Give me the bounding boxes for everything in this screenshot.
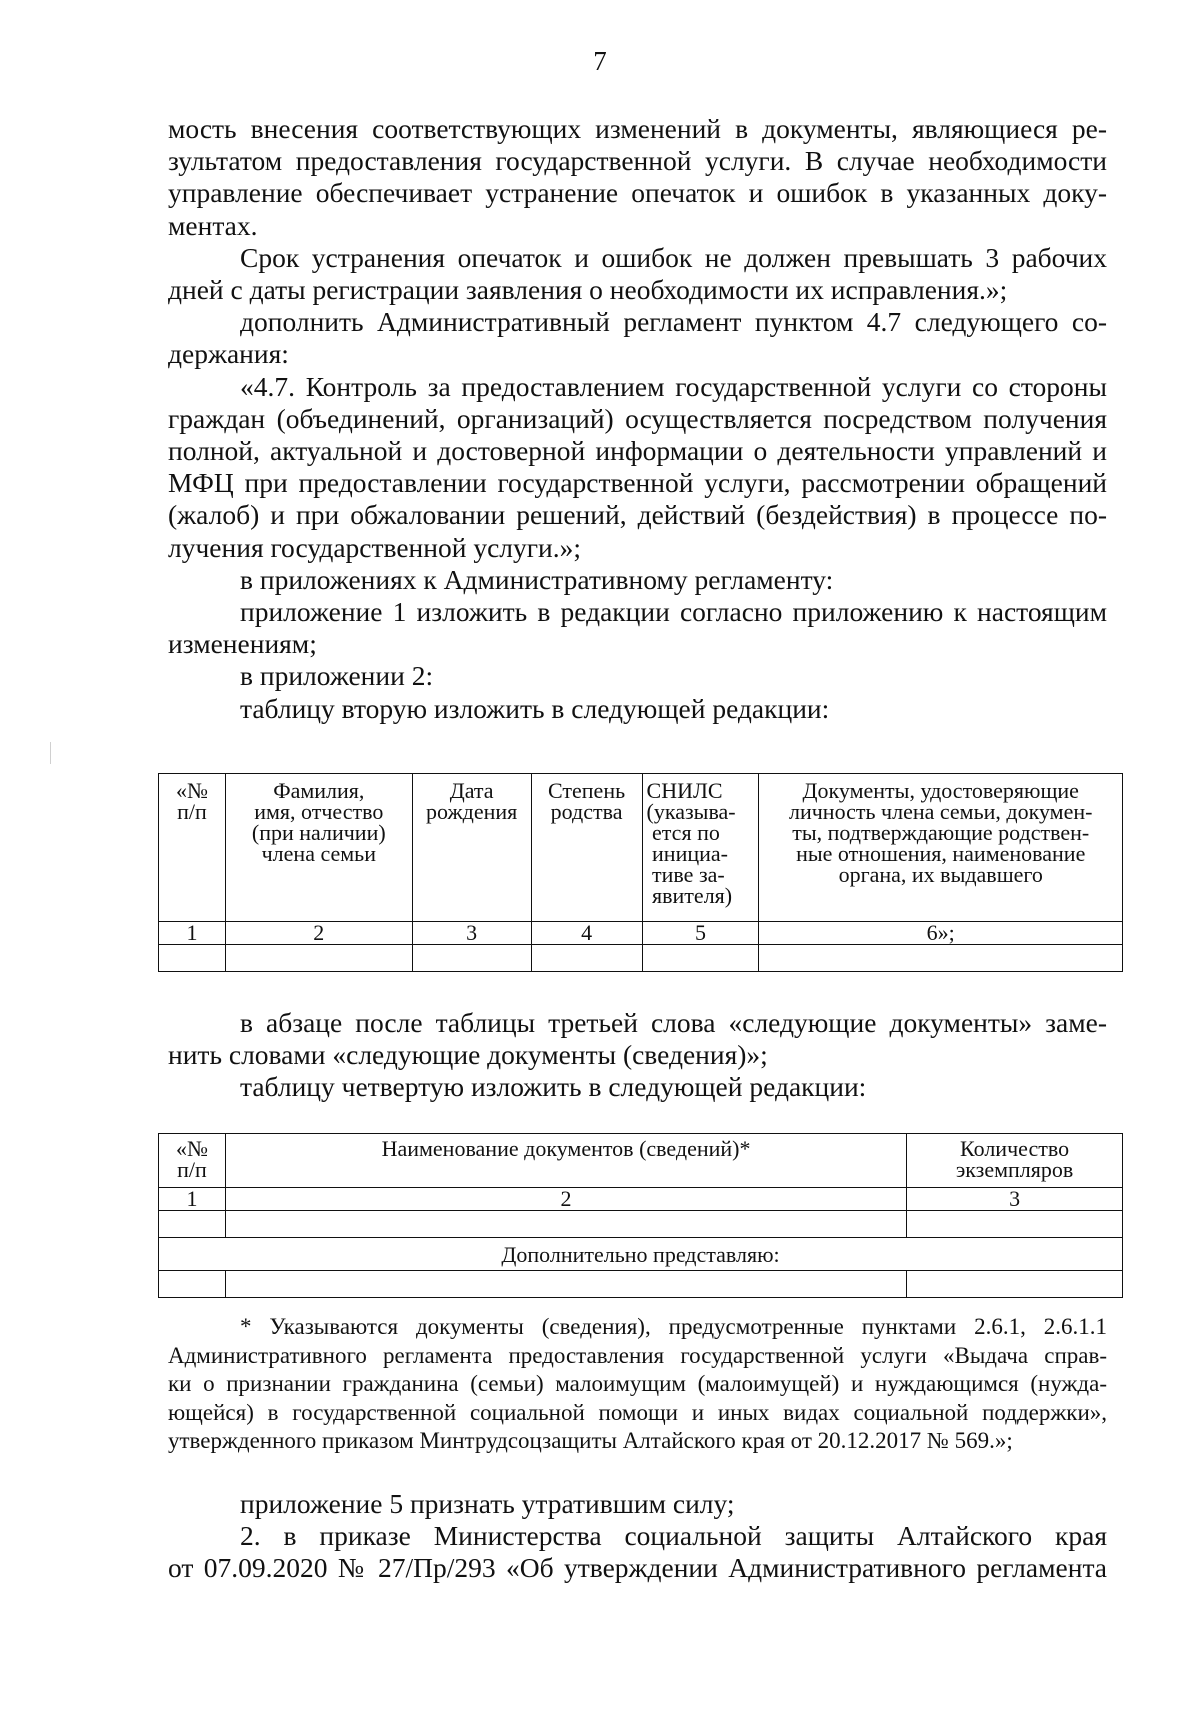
text-line: изменениям; bbox=[168, 628, 317, 660]
text-line: дополнить Административный регламент пунктом 4.7 следующего со- bbox=[240, 306, 1107, 338]
header-cell-birth-date: Дата рождения bbox=[412, 774, 531, 922]
column-number: 2 bbox=[225, 1188, 906, 1211]
empty-cell bbox=[225, 945, 412, 972]
column-number: 3 bbox=[907, 1188, 1123, 1211]
empty-cell bbox=[225, 1271, 906, 1298]
table-header-row bbox=[159, 1134, 1123, 1188]
body-text-bottom bbox=[168, 1488, 1107, 1585]
paragraph-annex-intro bbox=[168, 564, 1107, 596]
table-empty-row bbox=[159, 1211, 1123, 1238]
empty-cell bbox=[159, 1271, 226, 1298]
footnote-line: Административного регламента предоставления государственной услуги «Выдача справ- bbox=[168, 1342, 1107, 1368]
header-cell-documents: Документы, удостоверяющие личность члена семьи, докумен- ты, подтверждающие родствен- ные отношения, наименование органа, их выдавшего bbox=[759, 774, 1123, 922]
paragraph-annex-5 bbox=[168, 1488, 1107, 1520]
text-line: дней с даты регистрации заявления о необходимости их исправления.»; bbox=[168, 274, 1008, 306]
header-cell-number: «№ п/п bbox=[159, 774, 226, 922]
text-line: приложение 5 признать утратившим силу; bbox=[240, 1488, 735, 1519]
header-cell-relation: Степень родства bbox=[531, 774, 642, 922]
table-number-row bbox=[159, 1188, 1123, 1211]
table-second bbox=[158, 773, 1123, 972]
paragraph-table2-intro bbox=[168, 693, 1107, 725]
empty-cell bbox=[412, 945, 531, 972]
paragraph-item-2 bbox=[168, 1520, 1107, 1584]
scan-edge-mark bbox=[50, 742, 51, 764]
table-header-row bbox=[159, 774, 1123, 922]
header-cell-copies: Количество экземпляров bbox=[907, 1134, 1123, 1188]
column-number: 4 bbox=[531, 922, 642, 945]
empty-cell bbox=[159, 945, 226, 972]
additional-cell: Дополнительно представляю: bbox=[159, 1238, 1123, 1271]
empty-cell bbox=[759, 945, 1123, 972]
body-text-middle bbox=[168, 1007, 1107, 1104]
empty-cell bbox=[642, 945, 759, 972]
paragraph-table4-intro bbox=[168, 1071, 1107, 1103]
text-line: «4.7. Контроль за предоставлением государственной услуги со стороны bbox=[240, 370, 1107, 402]
empty-cell bbox=[159, 1211, 226, 1238]
text-line: держания: bbox=[168, 338, 289, 370]
column-number: 3 bbox=[412, 922, 531, 945]
footnote-line: ки о признании гражданина (семьи) малоимущим (малоимущей) и нуждающимся (нужда- bbox=[168, 1371, 1107, 1396]
header-cell-number: «№ п/п bbox=[159, 1134, 226, 1188]
text-line: приложение 1 изложить в редакции согласно приложению к настоящим bbox=[240, 596, 1107, 628]
footnote bbox=[168, 1313, 1107, 1456]
column-number: 2 bbox=[225, 922, 412, 945]
header-cell-document-name: Наименование документов (сведений)* bbox=[225, 1134, 906, 1188]
column-number: 6»; bbox=[759, 922, 1123, 945]
text-line: мость внесения соответствующих изменений в документы, являющиеся ре- bbox=[168, 113, 1107, 144]
text-line: таблицу вторую изложить в следующей редакции: bbox=[240, 692, 830, 724]
page-number: 7 bbox=[593, 46, 607, 76]
text-line: в приложении 2: bbox=[240, 660, 434, 692]
table-number-row bbox=[159, 922, 1123, 945]
text-line: нить словами «следующие документы (сведения)»; bbox=[168, 1039, 768, 1071]
text-line: полной, актуальной и достоверной информации о деятельности управлений и bbox=[168, 435, 1107, 467]
column-number: 5 bbox=[642, 922, 759, 945]
table-empty-row bbox=[159, 1271, 1123, 1298]
text-line: зультатом предоставления государственной услуги. В случае необходимости bbox=[168, 145, 1107, 177]
paragraph-annex-2 bbox=[168, 660, 1107, 692]
text-line: МФЦ при предоставлении государственной услуги, рассмотрении обращений bbox=[168, 467, 1107, 499]
body-text-top bbox=[168, 113, 1107, 725]
table-empty-row bbox=[159, 945, 1123, 972]
column-number: 1 bbox=[159, 922, 226, 945]
text-line: таблицу четвертую изложить в следующей редакции: bbox=[240, 1071, 867, 1103]
text-line: в абзаце после таблицы третьей слова «следующие документы» заме- bbox=[240, 1007, 1107, 1038]
empty-cell bbox=[225, 1211, 906, 1238]
header-cell-snils: СНИЛС (указыва- ется по инициа- тиве за- явителя) bbox=[642, 774, 759, 922]
text-line: 2. в приказе Министерства социальной защиты Алтайского края bbox=[240, 1520, 1107, 1552]
header-cell-name: Фамилия, имя, отчество (при наличии) члена семьи bbox=[225, 774, 412, 922]
text-line: в приложениях к Административному регламенту: bbox=[240, 563, 834, 595]
paragraph-after-table2 bbox=[168, 1007, 1107, 1071]
text-line: Срок устранения опечаток и ошибок не должен превышать 3 рабочих bbox=[240, 241, 1107, 273]
paragraph-annex-1 bbox=[168, 596, 1107, 660]
column-number: 1 bbox=[159, 1188, 226, 1211]
paragraph-supplement bbox=[168, 306, 1107, 370]
paragraph-intro bbox=[168, 113, 1107, 242]
text-line: лучения государственной услуги.»; bbox=[168, 531, 582, 563]
table-additional-row bbox=[159, 1238, 1123, 1271]
empty-cell bbox=[907, 1211, 1123, 1238]
text-line: управление обеспечивает устранение опечаток и ошибок в указанных доку- bbox=[168, 177, 1107, 209]
footnote-line: * Указываются документы (сведения), предусмотренные пунктами 2.6.1, 2.6.1.1 bbox=[240, 1314, 1107, 1339]
text-line: ментах. bbox=[168, 209, 258, 241]
empty-cell bbox=[531, 945, 642, 972]
paragraph-deadline bbox=[168, 242, 1107, 306]
empty-cell bbox=[907, 1271, 1123, 1298]
table-fourth bbox=[158, 1133, 1123, 1298]
footnote-line: ющейся) в государственной социальной помощи и иных видах социальной поддержки», bbox=[168, 1399, 1107, 1425]
text-line: от 07.09.2020 № 27/Пр/293 «Об утверждении Административного регламента bbox=[168, 1552, 1107, 1584]
paragraph-clause-4-7 bbox=[168, 371, 1107, 564]
footnote-line: утвержденного приказом Минтрудсоцзащиты Алтайского края от 20.12.2017 № 569.»; bbox=[168, 1428, 1013, 1453]
text-line: граждан (объединений, организаций) осуществляется посредством получения bbox=[168, 402, 1107, 434]
text-line: (жалоб) и при обжаловании решений, действий (бездействия) в процессе по- bbox=[168, 499, 1107, 531]
